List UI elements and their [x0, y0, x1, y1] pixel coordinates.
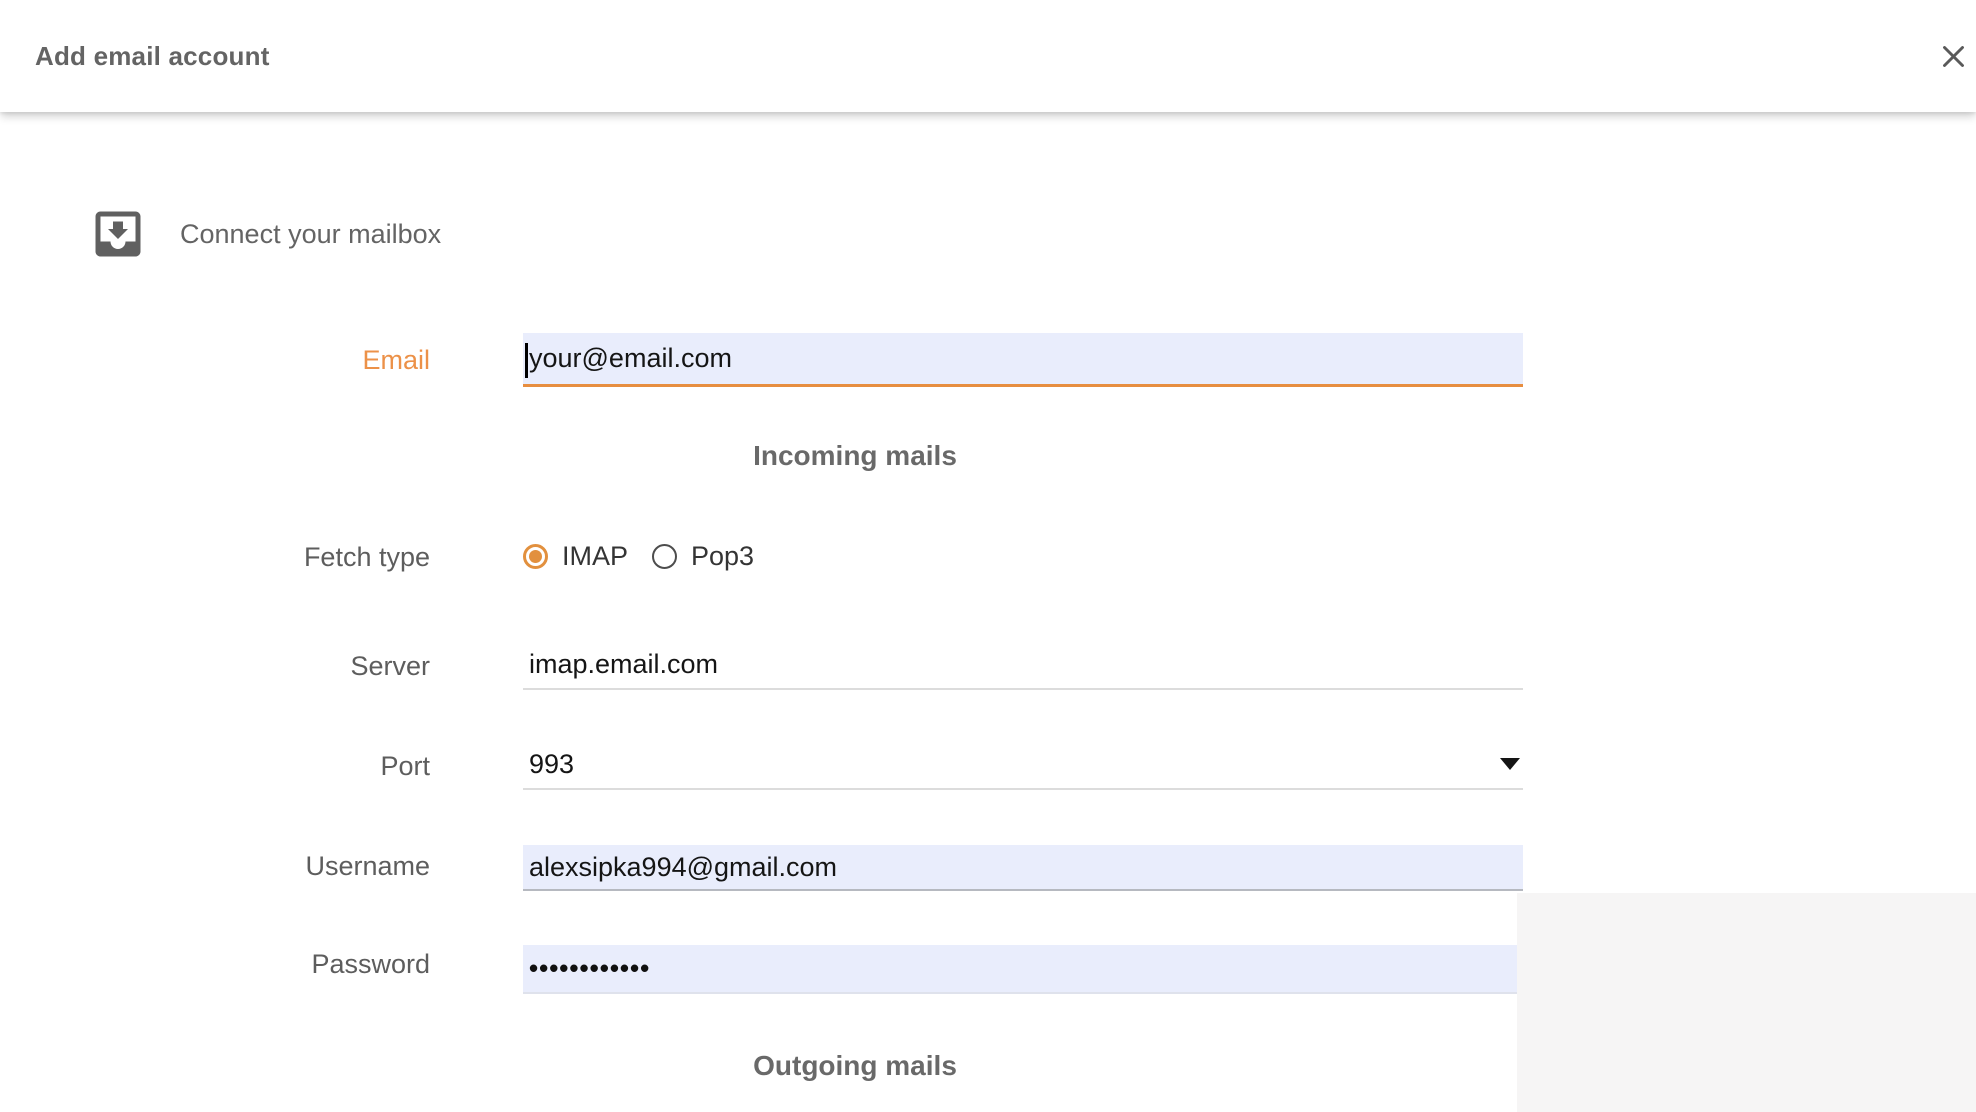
radio-unselected-icon: [652, 544, 677, 569]
password-label: Password: [311, 949, 430, 979]
port-select[interactable]: [523, 740, 1523, 790]
username-label: Username: [305, 851, 430, 881]
password-input[interactable]: [523, 945, 1523, 994]
fetch-type-options: [523, 539, 754, 573]
dialog-title: Add email account: [35, 40, 270, 71]
close-button[interactable]: [1930, 33, 1976, 79]
close-icon: [1940, 43, 1967, 70]
radio-option-pop3[interactable]: [652, 541, 754, 572]
move-to-inbox-icon: [88, 204, 148, 264]
radio-selected-icon: [523, 544, 548, 569]
server-label: Server: [350, 651, 430, 681]
text-caret: [525, 343, 528, 378]
radio-option-label: IMAP: [562, 540, 629, 571]
incoming-mails-heading: Incoming mails: [753, 440, 957, 471]
connect-mailbox-heading: Connect your mailbox: [180, 219, 442, 249]
email-input[interactable]: [523, 333, 1523, 387]
backdrop-corner: [1517, 893, 1976, 1112]
server-input[interactable]: [523, 640, 1523, 690]
radio-option-imap[interactable]: [523, 541, 628, 572]
username-input[interactable]: [523, 845, 1523, 891]
port-value: 993: [529, 748, 575, 779]
outgoing-mails-heading: Outgoing mails: [753, 1050, 957, 1081]
radio-option-label: Pop3: [691, 540, 755, 571]
port-label: Port: [380, 751, 430, 781]
fetch-type-label: Fetch type: [303, 542, 430, 572]
dialog-header: [0, 0, 1976, 112]
dropdown-arrow-icon: [1500, 758, 1520, 770]
email-label: Email: [362, 345, 430, 375]
